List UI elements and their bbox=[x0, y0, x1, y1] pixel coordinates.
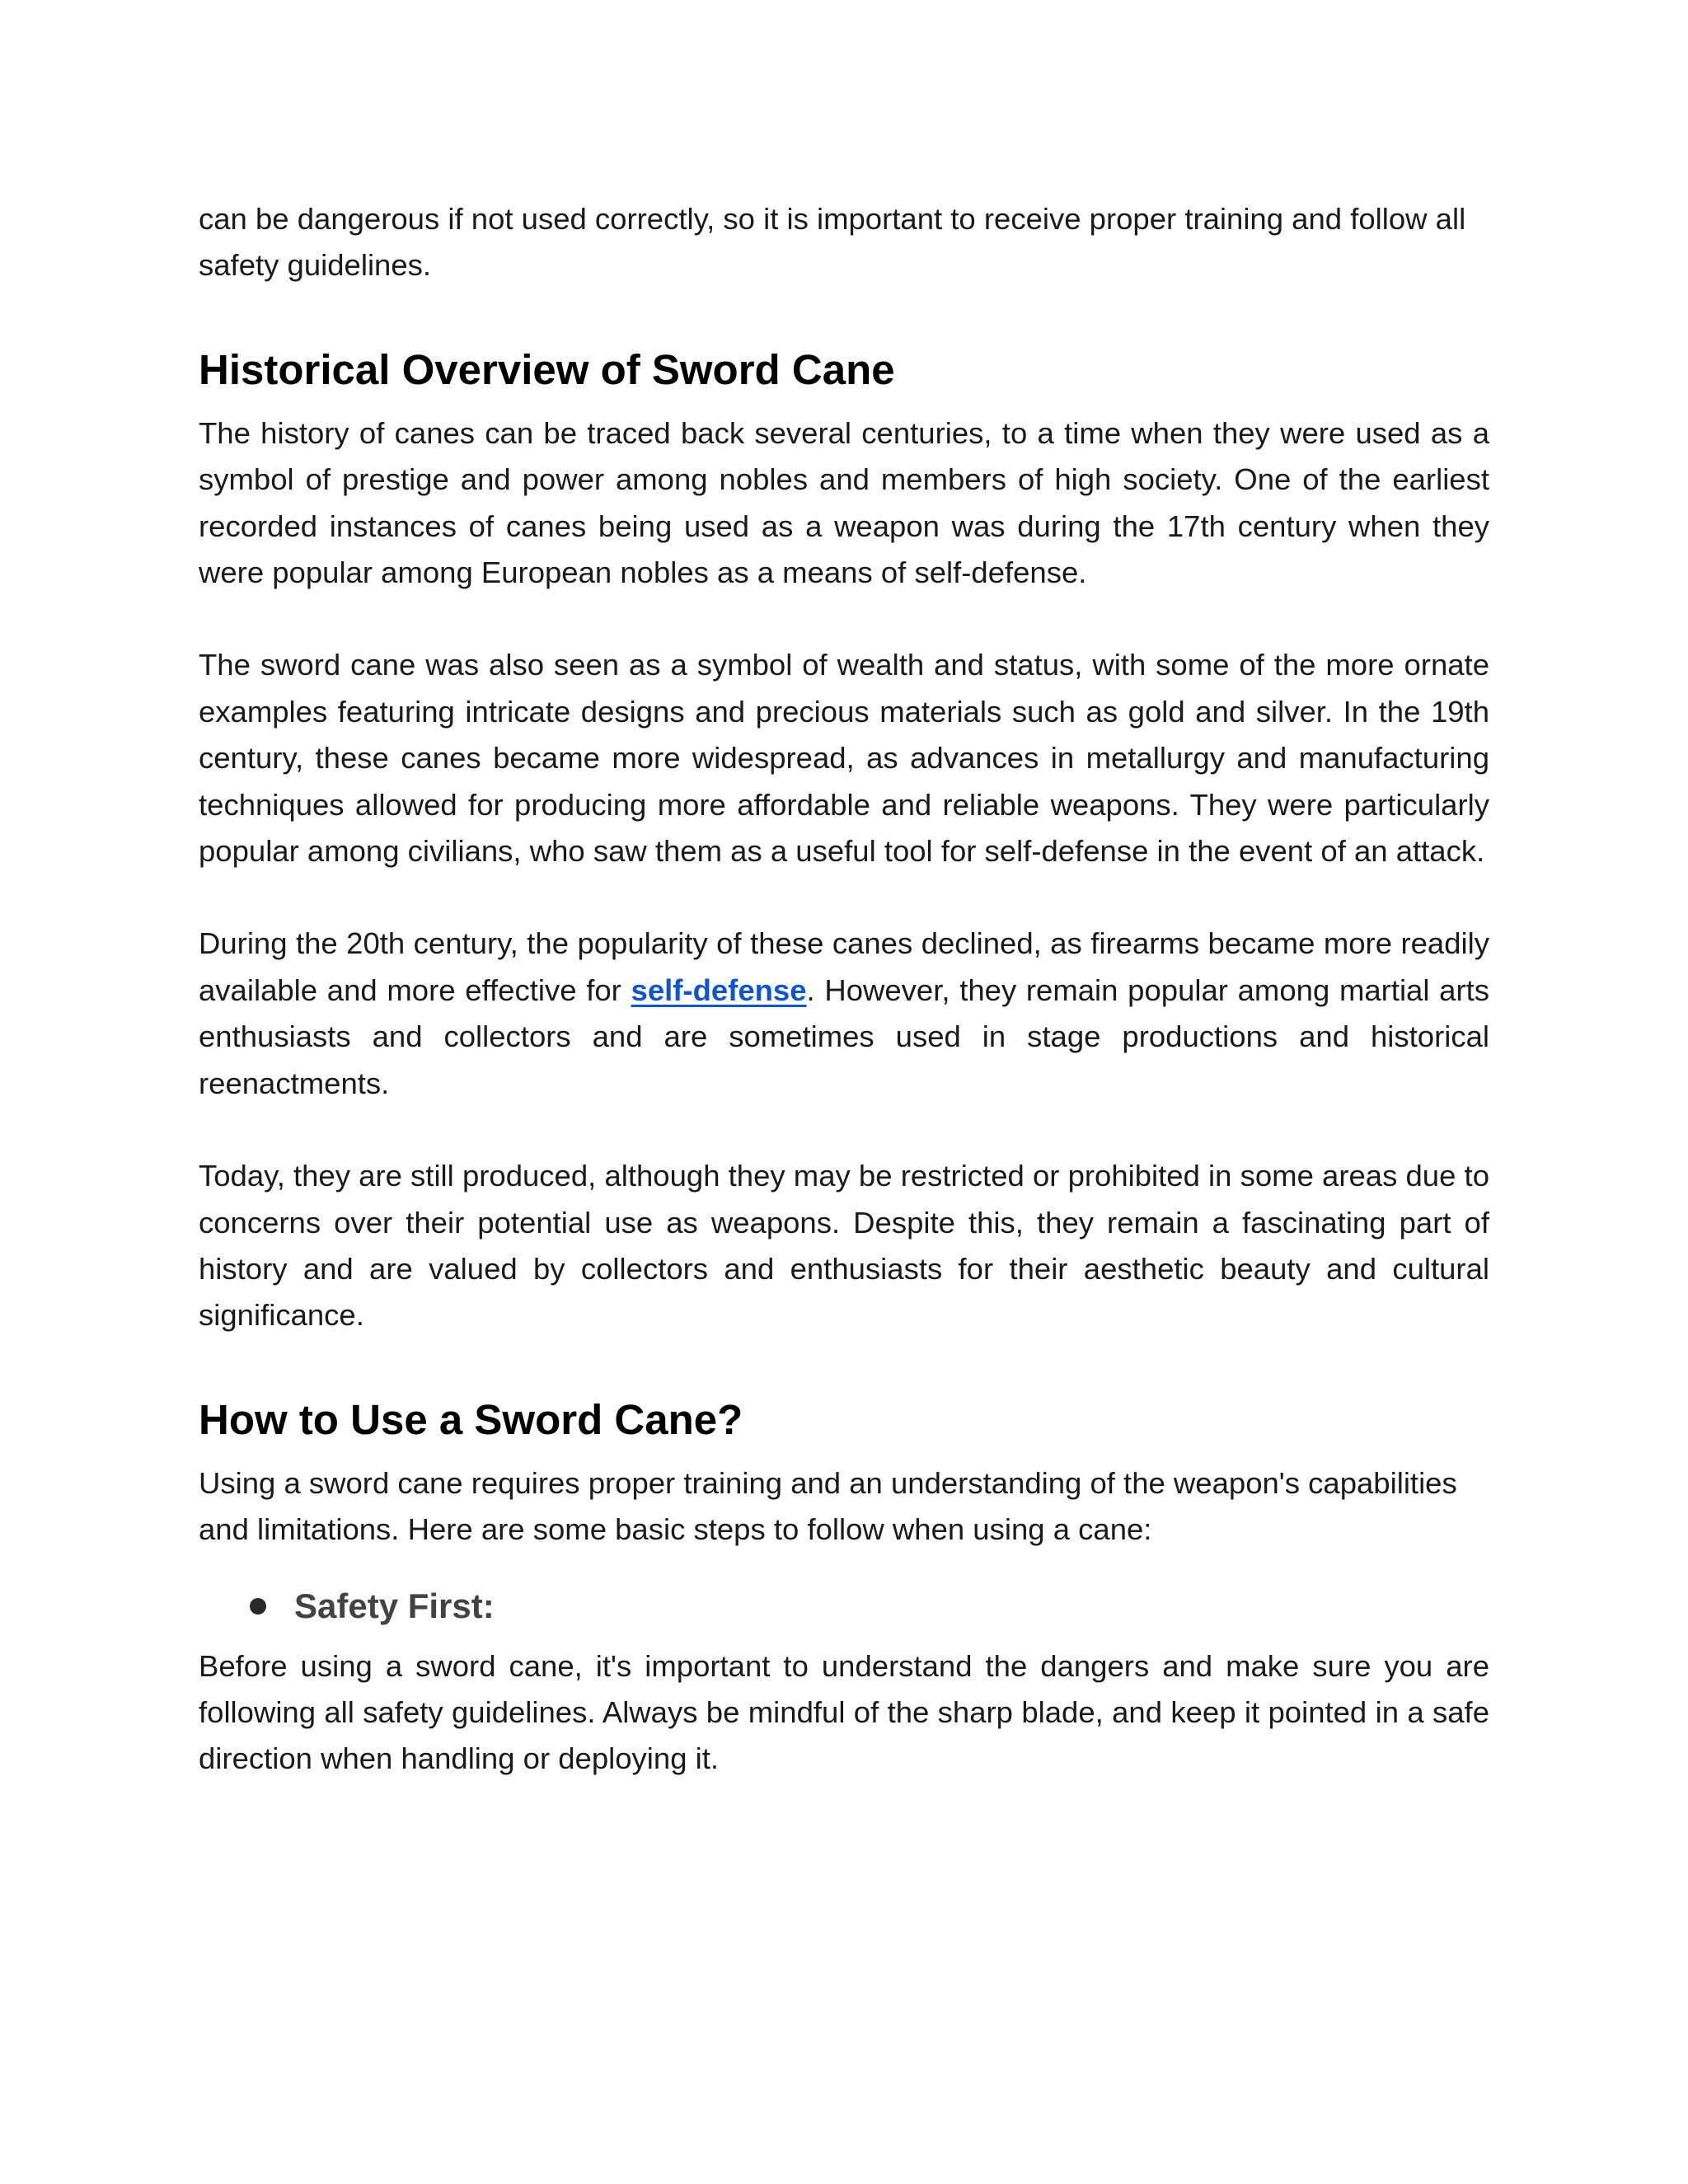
history-paragraph-3-start: During the 20th century, the popularity of these canes declined, as firearms became more readily available and more effective for bbox=[199, 926, 1489, 1007]
history-paragraph-4: Today, they are still produced, although they may be restricted or prohibited in some areas due to concerns over their potential use as weapons. Despite this, they remain a fascinating part of history and are valued by collectors and enthusiasts for their aesthetic beauty and cultural significance. bbox=[199, 1159, 1489, 1333]
document-page bbox=[199, 196, 1489, 1783]
step-paragraph: Before using a sword cane, it's important to understand the dangers and make sure you are following all safety guidelines. Always be mindful of the sharp blade, and keep it pointed in a safe direction when handling or deploying it. bbox=[199, 1648, 1489, 1776]
history-paragraph-1: The history of canes can be traced back several centuries, to a time when they were used as a symbol of prestige and power among nobles and members of high society. One of the earliest recorded instances of canes being used as a weapon was during the 17th century when they were popular among European nobles as a means of self-defense. bbox=[199, 415, 1489, 590]
history-paragraph-2: The sword cane was also seen as a symbol of wealth and status, with some of the more ornate examples featuring intricate designs and precious materials such as gold and silver. In the 19th century, these canes became more widespread, as advances in metallurgy and manufacturing techniques allowed for producing more affordable and reliable weapons. They were particularly popular among civilians, who saw them as a useful tool for self-defense in the event of an attack. bbox=[199, 648, 1489, 869]
usage-intro-paragraph: Using a sword cane requires proper training and an understanding of the weapon's capabilities and limitations. Here are some basic steps to follow when using a cane: bbox=[199, 1465, 1457, 1547]
history-heading: Historical Overview of Sword Cane bbox=[199, 345, 895, 393]
intro-paragraph: can be dangerous if not used correctly, so it is important to receive proper training and follow all safety guidelines. bbox=[199, 202, 1466, 283]
bullet-icon bbox=[250, 1598, 266, 1615]
step-item-safety-first bbox=[250, 1583, 1489, 1629]
self-defense-link[interactable]: self-defense bbox=[631, 972, 807, 1007]
history-paragraph-3 bbox=[199, 921, 1489, 1107]
step-title: Safety First: bbox=[294, 1586, 495, 1625]
history-paragraph-3-end: . However, they remain popular among martial arts enthusiasts and collectors and are sometimes used in stage productions and historical reenactments. bbox=[199, 972, 1490, 1100]
usage-heading: How to Use a Sword Cane? bbox=[199, 1395, 743, 1443]
